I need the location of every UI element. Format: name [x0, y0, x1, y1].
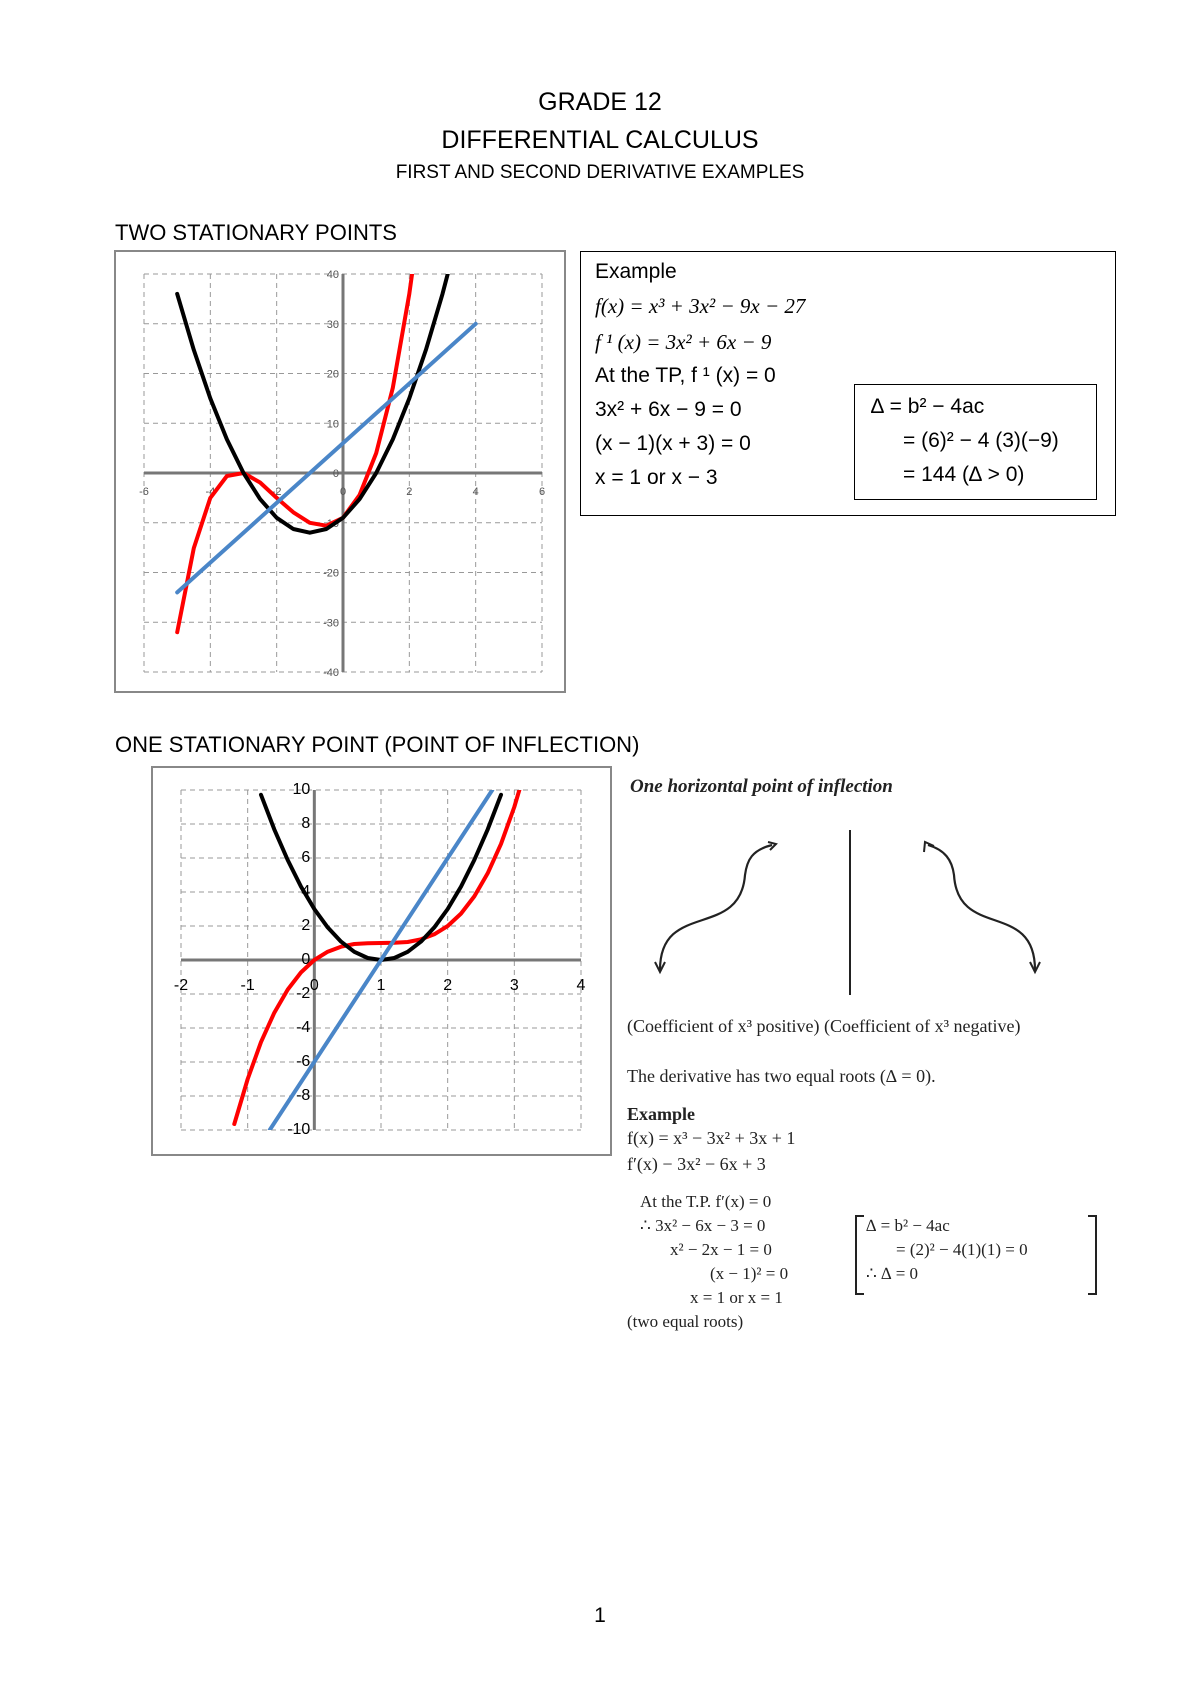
scan-work-tp: At the T.P. f′(x) = 0 — [640, 1192, 772, 1211]
y-tick-label: 0 — [301, 951, 311, 968]
x-tick-label: -6 — [139, 486, 149, 498]
example-line-function: f(x) = x³ + 3x² − 9x − 27 — [595, 294, 806, 318]
inflection-sketches — [640, 820, 1100, 1000]
page-number: 1 — [594, 1604, 606, 1627]
x-tick-label: -1 — [240, 977, 255, 994]
x-tick-label: 2 — [443, 977, 453, 994]
x-tick-label: 0 — [309, 977, 319, 994]
discriminant-box — [854, 384, 1097, 500]
inflection-curve-negative — [928, 845, 1035, 970]
scan-caption: (Coefficient of x³ positive) (Coefficient of x³ negative) — [627, 1016, 1021, 1036]
x-tick-label: -4 — [205, 486, 216, 498]
chart-two-stationary-points — [116, 252, 564, 691]
example-line-factor: (x − 1)(x + 3) = 0 — [595, 432, 751, 455]
page-subtitle: DIFFERENTIAL CALCULUS — [441, 126, 759, 154]
section-heading-two-stationary-points: TWO STATIONARY POINTS — [115, 220, 397, 245]
series-line-2 — [177, 252, 459, 533]
example-line-equation: 3x² + 6x − 9 = 0 — [595, 398, 742, 421]
series-line-3 — [177, 324, 476, 593]
x-tick-label: 4 — [576, 977, 586, 994]
y-tick-label: -2 — [296, 985, 311, 1002]
chart-frame-point-of-inflection — [151, 766, 612, 1156]
scan-bracket-formula: ∆ = b² − 4ac — [866, 1216, 950, 1235]
section-heading-one-stationary-point: ONE STATIONARY POINT (POINT OF INFLECTION) — [115, 732, 640, 757]
y-tick-label: -30 — [323, 617, 339, 630]
y-tick-label: -10 — [323, 517, 339, 530]
y-tick-label: -40 — [323, 667, 339, 679]
y-tick-label: 0 — [332, 468, 339, 480]
y-tick-label: 6 — [301, 849, 311, 866]
y-tick-label: -8 — [296, 1087, 311, 1104]
example-line-derivative: f ¹ (x) = 3x² + 6x − 9 — [595, 330, 772, 354]
y-tick-label: 10 — [326, 418, 339, 431]
scan-work-divided: x² − 2x − 1 = 0 — [670, 1240, 772, 1259]
x-tick-label: -2 — [271, 486, 282, 498]
example-line-roots: x = 1 or x − 3 — [595, 466, 718, 489]
y-tick-label: 8 — [301, 815, 311, 832]
chart-point-of-inflection — [153, 768, 610, 1154]
chart-frame-two-stationary-points — [114, 250, 566, 693]
y-tick-label: 40 — [326, 269, 339, 281]
scan-work-equation: ∴ 3x² − 6x − 3 = 0 — [640, 1216, 766, 1235]
y-tick-label: 10 — [292, 781, 311, 798]
y-tick-label: 2 — [301, 917, 311, 934]
x-tick-label: -2 — [173, 977, 189, 994]
scan-example-title: Example — [627, 1104, 696, 1124]
y-tick-label: -4 — [296, 1019, 311, 1036]
scan-work-note: (two equal roots) — [627, 1312, 744, 1331]
x-tick-label: 6 — [538, 486, 546, 498]
y-tick-label: -20 — [323, 567, 339, 580]
y-tick-label: -10 — [287, 1121, 311, 1138]
x-tick-label: 1 — [376, 977, 386, 994]
x-tick-label: 3 — [509, 977, 519, 994]
x-tick-label: 2 — [406, 486, 413, 498]
y-tick-label: 4 — [301, 883, 311, 900]
x-tick-label: 4 — [472, 486, 479, 498]
scan-title: One horizontal point of inflection — [630, 776, 893, 797]
scan-bracket-substitution: = (2)² − 4(1)(1) = 0 — [896, 1240, 1028, 1259]
scan-work-square: (x − 1)² = 0 — [710, 1264, 789, 1283]
scan-bracket-result: ∴ ∆ = 0 — [866, 1264, 919, 1283]
scan-function: f(x) = x³ − 3x² + 3x + 1 — [627, 1128, 796, 1148]
x-tick-label: 0 — [339, 486, 347, 498]
y-tick-label: 20 — [326, 368, 339, 381]
page-subsubtitle: FIRST AND SECOND DERIVATIVE EXAMPLES — [395, 162, 805, 183]
scan-work-roots: x = 1 or x = 1 — [690, 1288, 783, 1307]
discriminant-result: = 144 (∆ > 0) — [903, 463, 1025, 486]
example-line-tp: At the TP, f ¹ (x) = 0 — [595, 364, 776, 387]
scan-roots-note: The derivative has two equal roots (∆ = 0). — [627, 1066, 936, 1086]
discriminant-substitution: = (6)² − 4 (3)(−9) — [903, 429, 1059, 452]
scan-derivative: f′(x) − 3x² − 6x + 3 — [627, 1154, 766, 1174]
inflection-curve-positive — [660, 845, 772, 970]
example-box-cubic — [580, 251, 1116, 516]
discriminant-formula: ∆ = b² − 4ac — [871, 395, 985, 418]
example-title: Example — [595, 260, 677, 283]
page-title: GRADE 12 — [538, 88, 662, 116]
y-tick-label: -6 — [296, 1053, 311, 1070]
y-tick-label: 30 — [326, 318, 339, 331]
